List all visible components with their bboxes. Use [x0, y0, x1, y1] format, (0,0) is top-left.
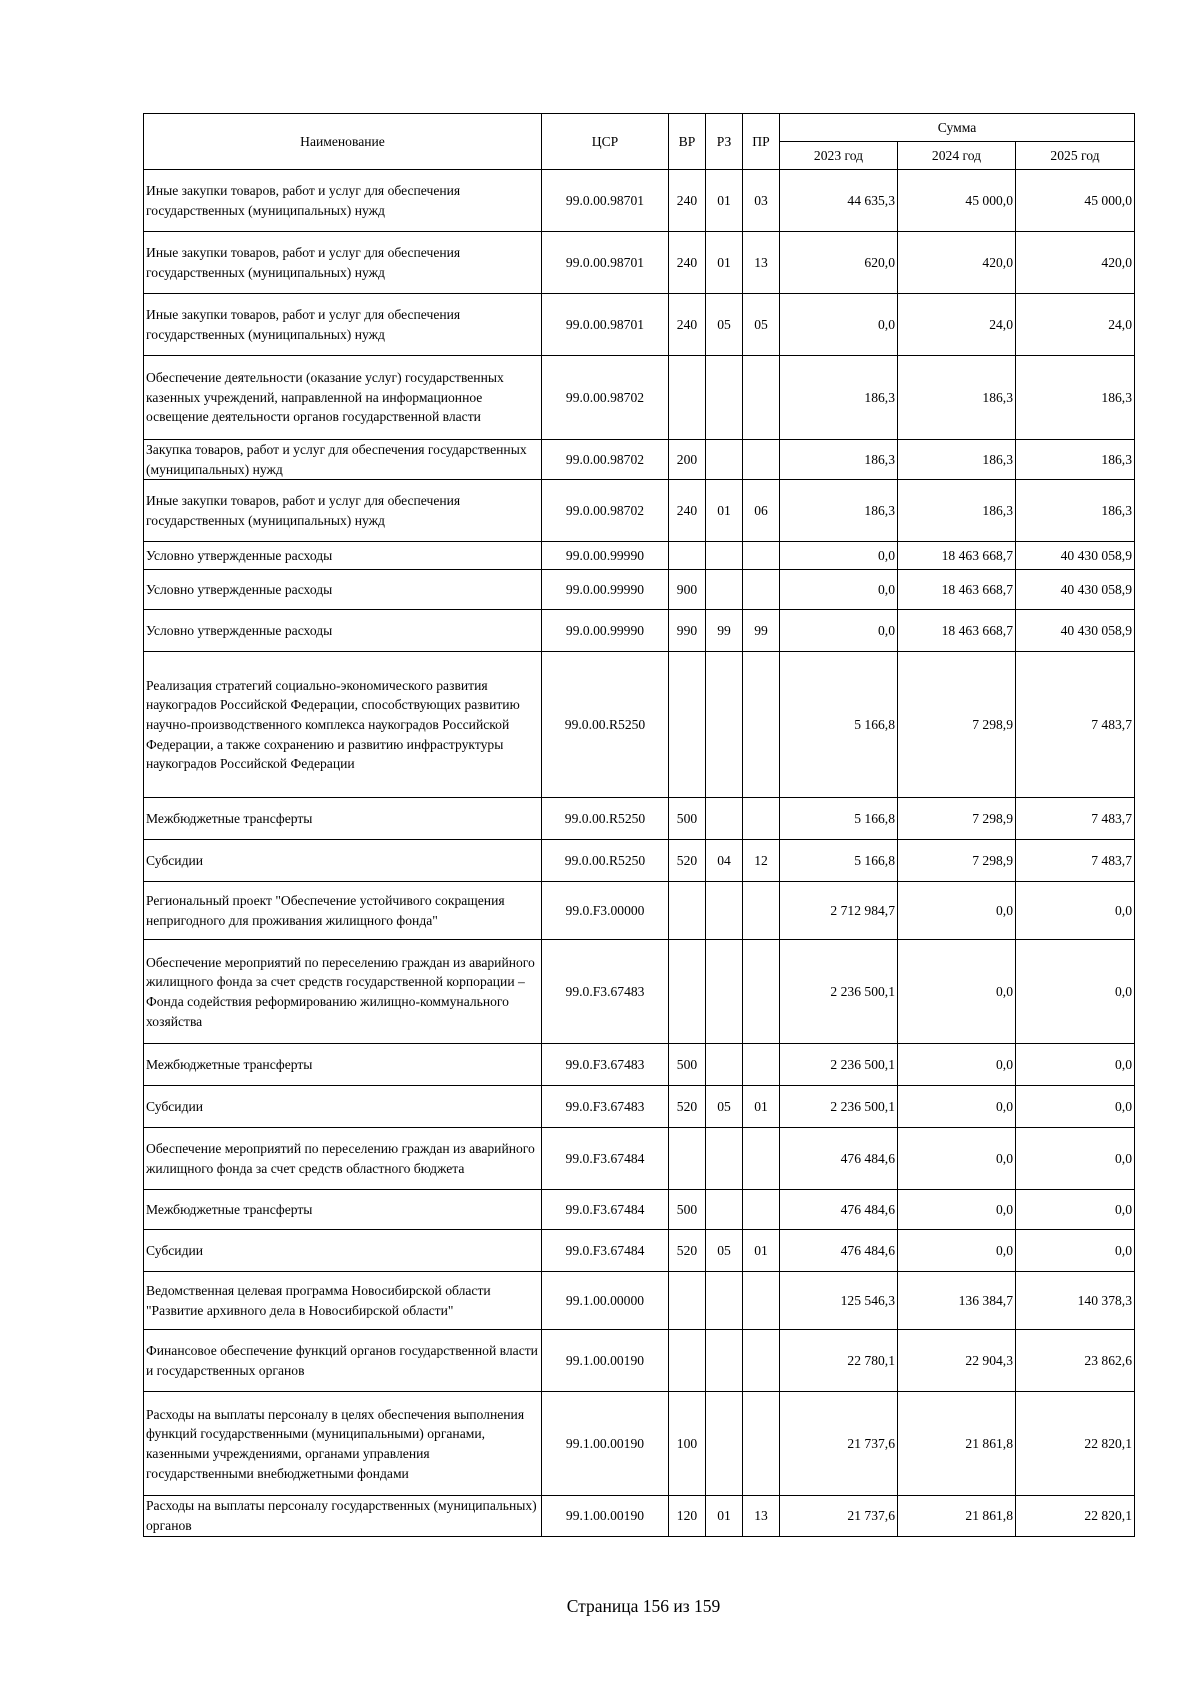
cell-2023: 44 635,3	[780, 170, 898, 232]
cell-2025: 186,3	[1016, 480, 1135, 542]
cell-csr: 99.1.00.00000	[542, 1272, 669, 1330]
cell-csr: 99.0.00.98702	[542, 480, 669, 542]
cell-2023: 2 236 500,1	[780, 1086, 898, 1128]
cell-2025: 0,0	[1016, 1128, 1135, 1190]
header-pr: ПР	[743, 114, 780, 170]
cell-2023: 2 712 984,7	[780, 882, 898, 940]
cell-vr	[669, 1330, 706, 1392]
cell-name: Межбюджетные трансферты	[144, 798, 542, 840]
cell-pr	[743, 356, 780, 440]
table-row	[144, 1496, 1135, 1536]
cell-2025: 0,0	[1016, 1086, 1135, 1128]
cell-rz	[706, 798, 743, 840]
cell-2025: 24,0	[1016, 294, 1135, 356]
cell-2024: 0,0	[898, 1086, 1016, 1128]
cell-2025: 7 483,7	[1016, 798, 1135, 840]
cell-vr	[669, 940, 706, 1044]
cell-rz	[706, 1190, 743, 1230]
header-year-2024: 2024 год	[898, 142, 1016, 170]
cell-vr	[669, 542, 706, 570]
cell-2025: 420,0	[1016, 232, 1135, 294]
cell-pr: 13	[743, 1496, 780, 1536]
cell-rz: 99	[706, 610, 743, 652]
cell-rz	[706, 882, 743, 940]
table-row	[144, 1330, 1135, 1392]
cell-pr	[743, 1044, 780, 1086]
cell-name: Межбюджетные трансферты	[144, 1190, 542, 1230]
cell-csr: 99.0.00.99990	[542, 570, 669, 610]
cell-rz	[706, 542, 743, 570]
cell-2025: 45 000,0	[1016, 170, 1135, 232]
cell-rz: 01	[706, 232, 743, 294]
cell-rz: 05	[706, 1230, 743, 1272]
cell-2023: 22 780,1	[780, 1330, 898, 1392]
cell-2025: 7 483,7	[1016, 652, 1135, 798]
cell-2024: 21 861,8	[898, 1496, 1016, 1536]
cell-name: Обеспечение мероприятий по переселению граждан из аварийного жилищного фонда за счет средств областного бюджета	[144, 1128, 542, 1190]
table-row	[144, 940, 1135, 1044]
table-row	[144, 542, 1135, 570]
cell-csr: 99.0.F3.67483	[542, 1044, 669, 1086]
cell-2025: 22 820,1	[1016, 1496, 1135, 1536]
cell-pr	[743, 1190, 780, 1230]
table-row	[144, 798, 1135, 840]
cell-vr: 200	[669, 440, 706, 480]
cell-2023: 5 166,8	[780, 652, 898, 798]
cell-pr: 01	[743, 1230, 780, 1272]
cell-pr	[743, 1392, 780, 1496]
cell-vr: 100	[669, 1392, 706, 1496]
cell-2025: 140 378,3	[1016, 1272, 1135, 1330]
cell-2024: 186,3	[898, 440, 1016, 480]
header-year-2023: 2023 год	[780, 142, 898, 170]
cell-pr	[743, 440, 780, 480]
cell-name: Обеспечение деятельности (оказание услуг) государственных казенных учреждений, направленной на информационное освещение деятельности органов государственной власти	[144, 356, 542, 440]
cell-2024: 7 298,9	[898, 652, 1016, 798]
cell-pr	[743, 542, 780, 570]
table-row	[144, 840, 1135, 882]
cell-2024: 0,0	[898, 1190, 1016, 1230]
table-row	[144, 294, 1135, 356]
cell-2024: 0,0	[898, 1128, 1016, 1190]
cell-rz	[706, 1272, 743, 1330]
cell-rz: 05	[706, 1086, 743, 1128]
cell-name: Условно утвержденные расходы	[144, 570, 542, 610]
cell-2023: 186,3	[780, 480, 898, 542]
cell-2025: 0,0	[1016, 1044, 1135, 1086]
cell-vr: 500	[669, 798, 706, 840]
cell-rz	[706, 1044, 743, 1086]
cell-2023: 0,0	[780, 610, 898, 652]
page-number: Страница 156 из 159	[566, 1596, 721, 1616]
table-row	[144, 1190, 1135, 1230]
cell-2025: 0,0	[1016, 940, 1135, 1044]
header-vr: ВР	[669, 114, 706, 170]
cell-csr: 99.0.00.98701	[542, 232, 669, 294]
cell-name: Региональный проект "Обеспечение устойчивого сокращения непригодного для проживания жилищного фонда"	[144, 882, 542, 940]
cell-2024: 0,0	[898, 940, 1016, 1044]
cell-vr: 520	[669, 840, 706, 882]
cell-2025: 40 430 058,9	[1016, 542, 1135, 570]
header-csr: ЦСР	[542, 114, 669, 170]
header-name: Наименование	[144, 114, 542, 170]
cell-2025: 40 430 058,9	[1016, 610, 1135, 652]
table-row	[144, 652, 1135, 798]
cell-vr	[669, 882, 706, 940]
cell-2024: 0,0	[898, 1230, 1016, 1272]
cell-name: Иные закупки товаров, работ и услуг для обеспечения государственных (муниципальных) нужд	[144, 480, 542, 542]
cell-name: Закупка товаров, работ и услуг для обеспечения государственных (муниципальных) нужд	[144, 440, 542, 480]
cell-name: Финансовое обеспечение функций органов государственной власти и государственных органов	[144, 1330, 542, 1392]
cell-2023: 186,3	[780, 356, 898, 440]
cell-csr: 99.1.00.00190	[542, 1392, 669, 1496]
cell-name: Субсидии	[144, 1230, 542, 1272]
cell-2024: 22 904,3	[898, 1330, 1016, 1392]
cell-rz: 05	[706, 294, 743, 356]
cell-pr: 05	[743, 294, 780, 356]
cell-2023: 125 546,3	[780, 1272, 898, 1330]
table-row	[144, 440, 1135, 480]
cell-vr: 240	[669, 232, 706, 294]
cell-name: Иные закупки товаров, работ и услуг для обеспечения государственных (муниципальных) нужд	[144, 232, 542, 294]
cell-2023: 5 166,8	[780, 798, 898, 840]
cell-pr	[743, 570, 780, 610]
cell-2025: 22 820,1	[1016, 1392, 1135, 1496]
table-row	[144, 1044, 1135, 1086]
cell-2024: 18 463 668,7	[898, 610, 1016, 652]
table-row	[144, 232, 1135, 294]
cell-vr	[669, 652, 706, 798]
cell-2024: 186,3	[898, 356, 1016, 440]
cell-csr: 99.0.F3.67484	[542, 1190, 669, 1230]
table-row	[144, 1086, 1135, 1128]
cell-name: Расходы на выплаты персоналу в целях обеспечения выполнения функций государственными (муниципальными) органами, казенными учреждениями, органами управления государственными внебюджетными фондами	[144, 1392, 542, 1496]
table-row	[144, 610, 1135, 652]
cell-2024: 136 384,7	[898, 1272, 1016, 1330]
cell-csr: 99.0.00.98701	[542, 294, 669, 356]
cell-2023: 21 737,6	[780, 1392, 898, 1496]
cell-2023: 0,0	[780, 570, 898, 610]
cell-csr: 99.0.F3.67483	[542, 940, 669, 1044]
cell-2023: 2 236 500,1	[780, 940, 898, 1044]
cell-csr: 99.0.F3.67484	[542, 1128, 669, 1190]
table-row	[144, 480, 1135, 542]
header-rz: РЗ	[706, 114, 743, 170]
cell-csr: 99.1.00.00190	[542, 1496, 669, 1536]
cell-2024: 7 298,9	[898, 840, 1016, 882]
cell-2024: 186,3	[898, 480, 1016, 542]
cell-2024: 18 463 668,7	[898, 570, 1016, 610]
cell-vr: 240	[669, 170, 706, 232]
table-row	[144, 1272, 1135, 1330]
cell-rz	[706, 940, 743, 1044]
table-row	[144, 570, 1135, 610]
cell-2025: 0,0	[1016, 1230, 1135, 1272]
cell-pr	[743, 1272, 780, 1330]
table-row	[144, 170, 1135, 232]
cell-pr: 01	[743, 1086, 780, 1128]
cell-vr: 120	[669, 1496, 706, 1536]
cell-name: Расходы на выплаты персоналу государственных (муниципальных) органов	[144, 1496, 542, 1536]
cell-2024: 0,0	[898, 1044, 1016, 1086]
cell-csr: 99.0.00.99990	[542, 542, 669, 570]
cell-2023: 620,0	[780, 232, 898, 294]
cell-csr: 99.0.00.98701	[542, 170, 669, 232]
cell-pr: 06	[743, 480, 780, 542]
cell-2024: 18 463 668,7	[898, 542, 1016, 570]
cell-2025: 40 430 058,9	[1016, 570, 1135, 610]
cell-csr: 99.0.F3.67484	[542, 1230, 669, 1272]
cell-rz	[706, 570, 743, 610]
cell-vr	[669, 1272, 706, 1330]
cell-rz: 01	[706, 1496, 743, 1536]
cell-2023: 476 484,6	[780, 1230, 898, 1272]
table-row	[144, 882, 1135, 940]
cell-vr: 900	[669, 570, 706, 610]
cell-2024: 24,0	[898, 294, 1016, 356]
cell-name: Субсидии	[144, 840, 542, 882]
cell-2023: 476 484,6	[780, 1128, 898, 1190]
cell-rz	[706, 1392, 743, 1496]
cell-csr: 99.0.00.99990	[542, 610, 669, 652]
cell-vr	[669, 1128, 706, 1190]
cell-2025: 0,0	[1016, 882, 1135, 940]
cell-2023: 2 236 500,1	[780, 1044, 898, 1086]
cell-2025: 186,3	[1016, 356, 1135, 440]
cell-name: Реализация стратегий социально-экономического развития наукоградов Российской Федерации, способствующих развитию научно-производственного комплекса наукоградов Российской Федерации, а также сохранению и развитию инфраструктуры наукоградов Российской Федерации	[144, 652, 542, 798]
cell-2024: 45 000,0	[898, 170, 1016, 232]
cell-pr: 12	[743, 840, 780, 882]
cell-vr: 520	[669, 1086, 706, 1128]
cell-csr: 99.0.00.R5250	[542, 798, 669, 840]
cell-rz	[706, 356, 743, 440]
header-year-2025: 2025 год	[1016, 142, 1135, 170]
cell-2023: 476 484,6	[780, 1190, 898, 1230]
table-row	[144, 356, 1135, 440]
cell-vr: 520	[669, 1230, 706, 1272]
cell-2025: 0,0	[1016, 1190, 1135, 1230]
cell-2023: 21 737,6	[780, 1496, 898, 1536]
cell-vr: 500	[669, 1044, 706, 1086]
cell-pr	[743, 940, 780, 1044]
table-row	[144, 1128, 1135, 1190]
cell-vr: 990	[669, 610, 706, 652]
cell-rz	[706, 440, 743, 480]
table-body	[144, 170, 1135, 1537]
cell-csr: 99.0.F3.00000	[542, 882, 669, 940]
cell-rz: 01	[706, 480, 743, 542]
header-sum: Сумма	[780, 114, 1135, 142]
cell-vr: 500	[669, 1190, 706, 1230]
cell-rz: 04	[706, 840, 743, 882]
cell-csr: 99.0.00.98702	[542, 440, 669, 480]
cell-rz	[706, 1128, 743, 1190]
cell-2025: 7 483,7	[1016, 840, 1135, 882]
cell-2023: 0,0	[780, 542, 898, 570]
cell-name: Иные закупки товаров, работ и услуг для обеспечения государственных (муниципальных) нужд	[144, 294, 542, 356]
cell-name: Субсидии	[144, 1086, 542, 1128]
cell-2024: 0,0	[898, 882, 1016, 940]
table-row	[144, 1230, 1135, 1272]
cell-pr: 13	[743, 232, 780, 294]
cell-pr	[743, 1330, 780, 1392]
cell-pr: 99	[743, 610, 780, 652]
cell-pr	[743, 798, 780, 840]
cell-2024: 420,0	[898, 232, 1016, 294]
cell-2023: 0,0	[780, 294, 898, 356]
table-row	[144, 1392, 1135, 1496]
cell-name: Обеспечение мероприятий по переселению граждан из аварийного жилищного фонда за счет средств государственной корпорации – Фонда содействия реформированию жилищно-коммунального хозяйства	[144, 940, 542, 1044]
cell-pr	[743, 882, 780, 940]
cell-csr: 99.0.00.R5250	[542, 840, 669, 882]
cell-pr: 03	[743, 170, 780, 232]
cell-2025: 186,3	[1016, 440, 1135, 480]
cell-2024: 7 298,9	[898, 798, 1016, 840]
cell-csr: 99.0.00.R5250	[542, 652, 669, 798]
cell-2024: 21 861,8	[898, 1392, 1016, 1496]
cell-2023: 5 166,8	[780, 840, 898, 882]
budget-table	[143, 113, 1135, 1537]
cell-rz	[706, 652, 743, 798]
cell-pr	[743, 1128, 780, 1190]
cell-2023: 186,3	[780, 440, 898, 480]
cell-rz	[706, 1330, 743, 1392]
cell-name: Условно утвержденные расходы	[144, 610, 542, 652]
cell-rz: 01	[706, 170, 743, 232]
cell-vr: 240	[669, 480, 706, 542]
cell-vr	[669, 356, 706, 440]
cell-csr: 99.0.00.98702	[542, 356, 669, 440]
cell-name: Условно утвержденные расходы	[144, 542, 542, 570]
cell-2025: 23 862,6	[1016, 1330, 1135, 1392]
cell-name: Ведомственная целевая программа Новосибирской области "Развитие архивного дела в Новосибирской области"	[144, 1272, 542, 1330]
cell-csr: 99.0.F3.67483	[542, 1086, 669, 1128]
cell-pr	[743, 652, 780, 798]
cell-csr: 99.1.00.00190	[542, 1330, 669, 1392]
cell-vr: 240	[669, 294, 706, 356]
cell-name: Межбюджетные трансферты	[144, 1044, 542, 1086]
cell-name: Иные закупки товаров, работ и услуг для обеспечения государственных (муниципальных) нужд	[144, 170, 542, 232]
